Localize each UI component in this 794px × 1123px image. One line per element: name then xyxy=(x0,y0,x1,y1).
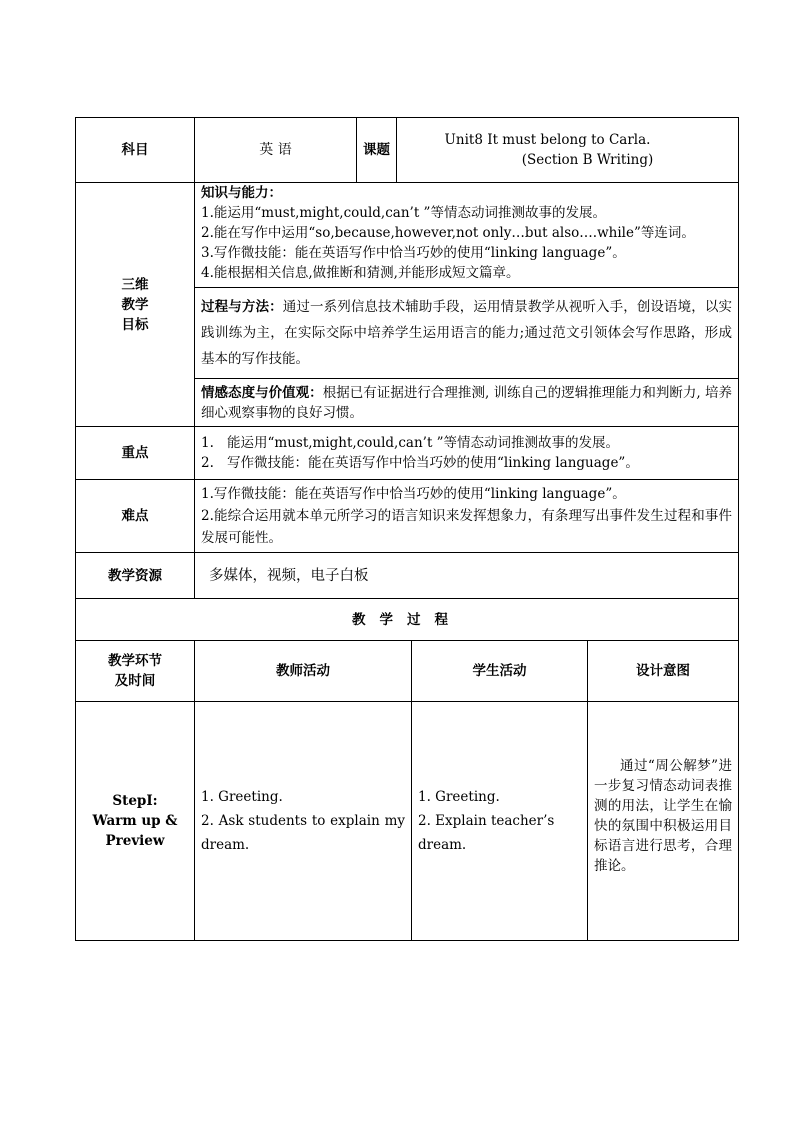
subject-label: 科目 xyxy=(76,118,195,183)
emotion-title: 情感态度与价值观： xyxy=(201,384,323,401)
key-points-label: 重点 xyxy=(76,427,195,480)
knowledge-title: 知识与能力： xyxy=(201,185,282,201)
goals-label xyxy=(76,183,195,427)
goals-label-line2: 教学 xyxy=(121,296,149,313)
step1-teacher-activity xyxy=(195,702,412,941)
difficulty-item: 1.写作微技能：能在英语写作中恰当巧妙的使用“linking language”。 xyxy=(201,486,626,502)
topic-value xyxy=(397,118,739,183)
knowledge-item: 2.能在写作中运用“so,because,however,not only…but also….while”等连词。 xyxy=(201,225,695,241)
process-section-title: 教学过程 xyxy=(76,599,739,641)
student-activity-item: 1. Greeting. xyxy=(418,789,500,805)
knowledge-item: 1.能运用“must,might,could,can’t ”等情态动词推测故事的发展。 xyxy=(201,205,606,221)
goals-label-line1: 三维 xyxy=(121,276,149,293)
knowledge-item: 3.写作微技能：能在英语写作中恰当巧妙的使用“linking language”。 xyxy=(201,245,626,261)
step1-design-intent: 通过“周公解梦”进一步复习情态动词表推测的用法，让学生在愉快的氛围中积极运用目标语言进行思考，合理推论。 xyxy=(588,702,739,941)
teacher-activity-item: 2. Ask students to explain my dream. xyxy=(201,813,405,853)
resources-label: 教学资源 xyxy=(76,553,195,599)
difficulties-label: 难点 xyxy=(76,480,195,553)
topic-line1: Unit8 It must belong to Carla. xyxy=(444,132,651,148)
knowledge-cell xyxy=(195,183,739,288)
difficulties-cell xyxy=(195,480,739,553)
goals-label-line3: 目标 xyxy=(121,316,149,333)
intent-column-header: 设计意图 xyxy=(588,641,739,702)
student-column-header: 学生活动 xyxy=(412,641,588,702)
student-activity-item: 2. Explain teacher’s dream. xyxy=(418,813,555,853)
lesson-plan-table xyxy=(75,117,739,941)
process-text: 通过一系列信息技术辅助手段，运用情景教学从视听入手，创设语境，以实践训练为主，在实际交际中培养学生运用语言的能力;通过范文引领体会写作思路，形成基本的写作技能。 xyxy=(201,299,733,367)
key-points-cell xyxy=(195,427,739,480)
knowledge-item: 4.能根据相关信息,做推断和猜测,并能形成短文篇章。 xyxy=(201,265,520,281)
difficulty-item: 2.能综合运用就本单元所学习的语言知识来发挥想象力，有条理写出事件发生过程和事件发展可能性。 xyxy=(201,508,733,546)
topic-line2: (Section B Writing) xyxy=(521,152,654,168)
key-point-item: 2. 写作微技能：能在英语写作中恰当巧妙的使用“linking language”。 xyxy=(201,455,639,471)
subject-value: 英 语 xyxy=(195,118,357,183)
emotion-cell xyxy=(195,379,739,427)
stage-column-header: 教学环节 及时间 xyxy=(76,641,195,702)
step1-student-activity xyxy=(412,702,588,941)
emotion-text: 根据已有证据进行合理推测, 训练自己的逻辑推理能力和判断力, 培养细心观察事物的良好习惯。 xyxy=(201,384,733,421)
process-cell xyxy=(195,288,739,379)
key-point-item: 1. 能运用“must,might,could,can’t ”等情态动词推测故事的发展。 xyxy=(201,435,620,451)
resources-value: 多媒体，视频，电子白板 xyxy=(195,553,739,599)
process-title: 过程与方法： xyxy=(201,299,283,315)
step1-label: StepI: Warm up & Preview xyxy=(76,702,195,941)
teacher-activity-item: 1. Greeting. xyxy=(201,789,283,805)
teacher-column-header: 教师活动 xyxy=(195,641,412,702)
topic-label: 课题 xyxy=(357,118,397,183)
